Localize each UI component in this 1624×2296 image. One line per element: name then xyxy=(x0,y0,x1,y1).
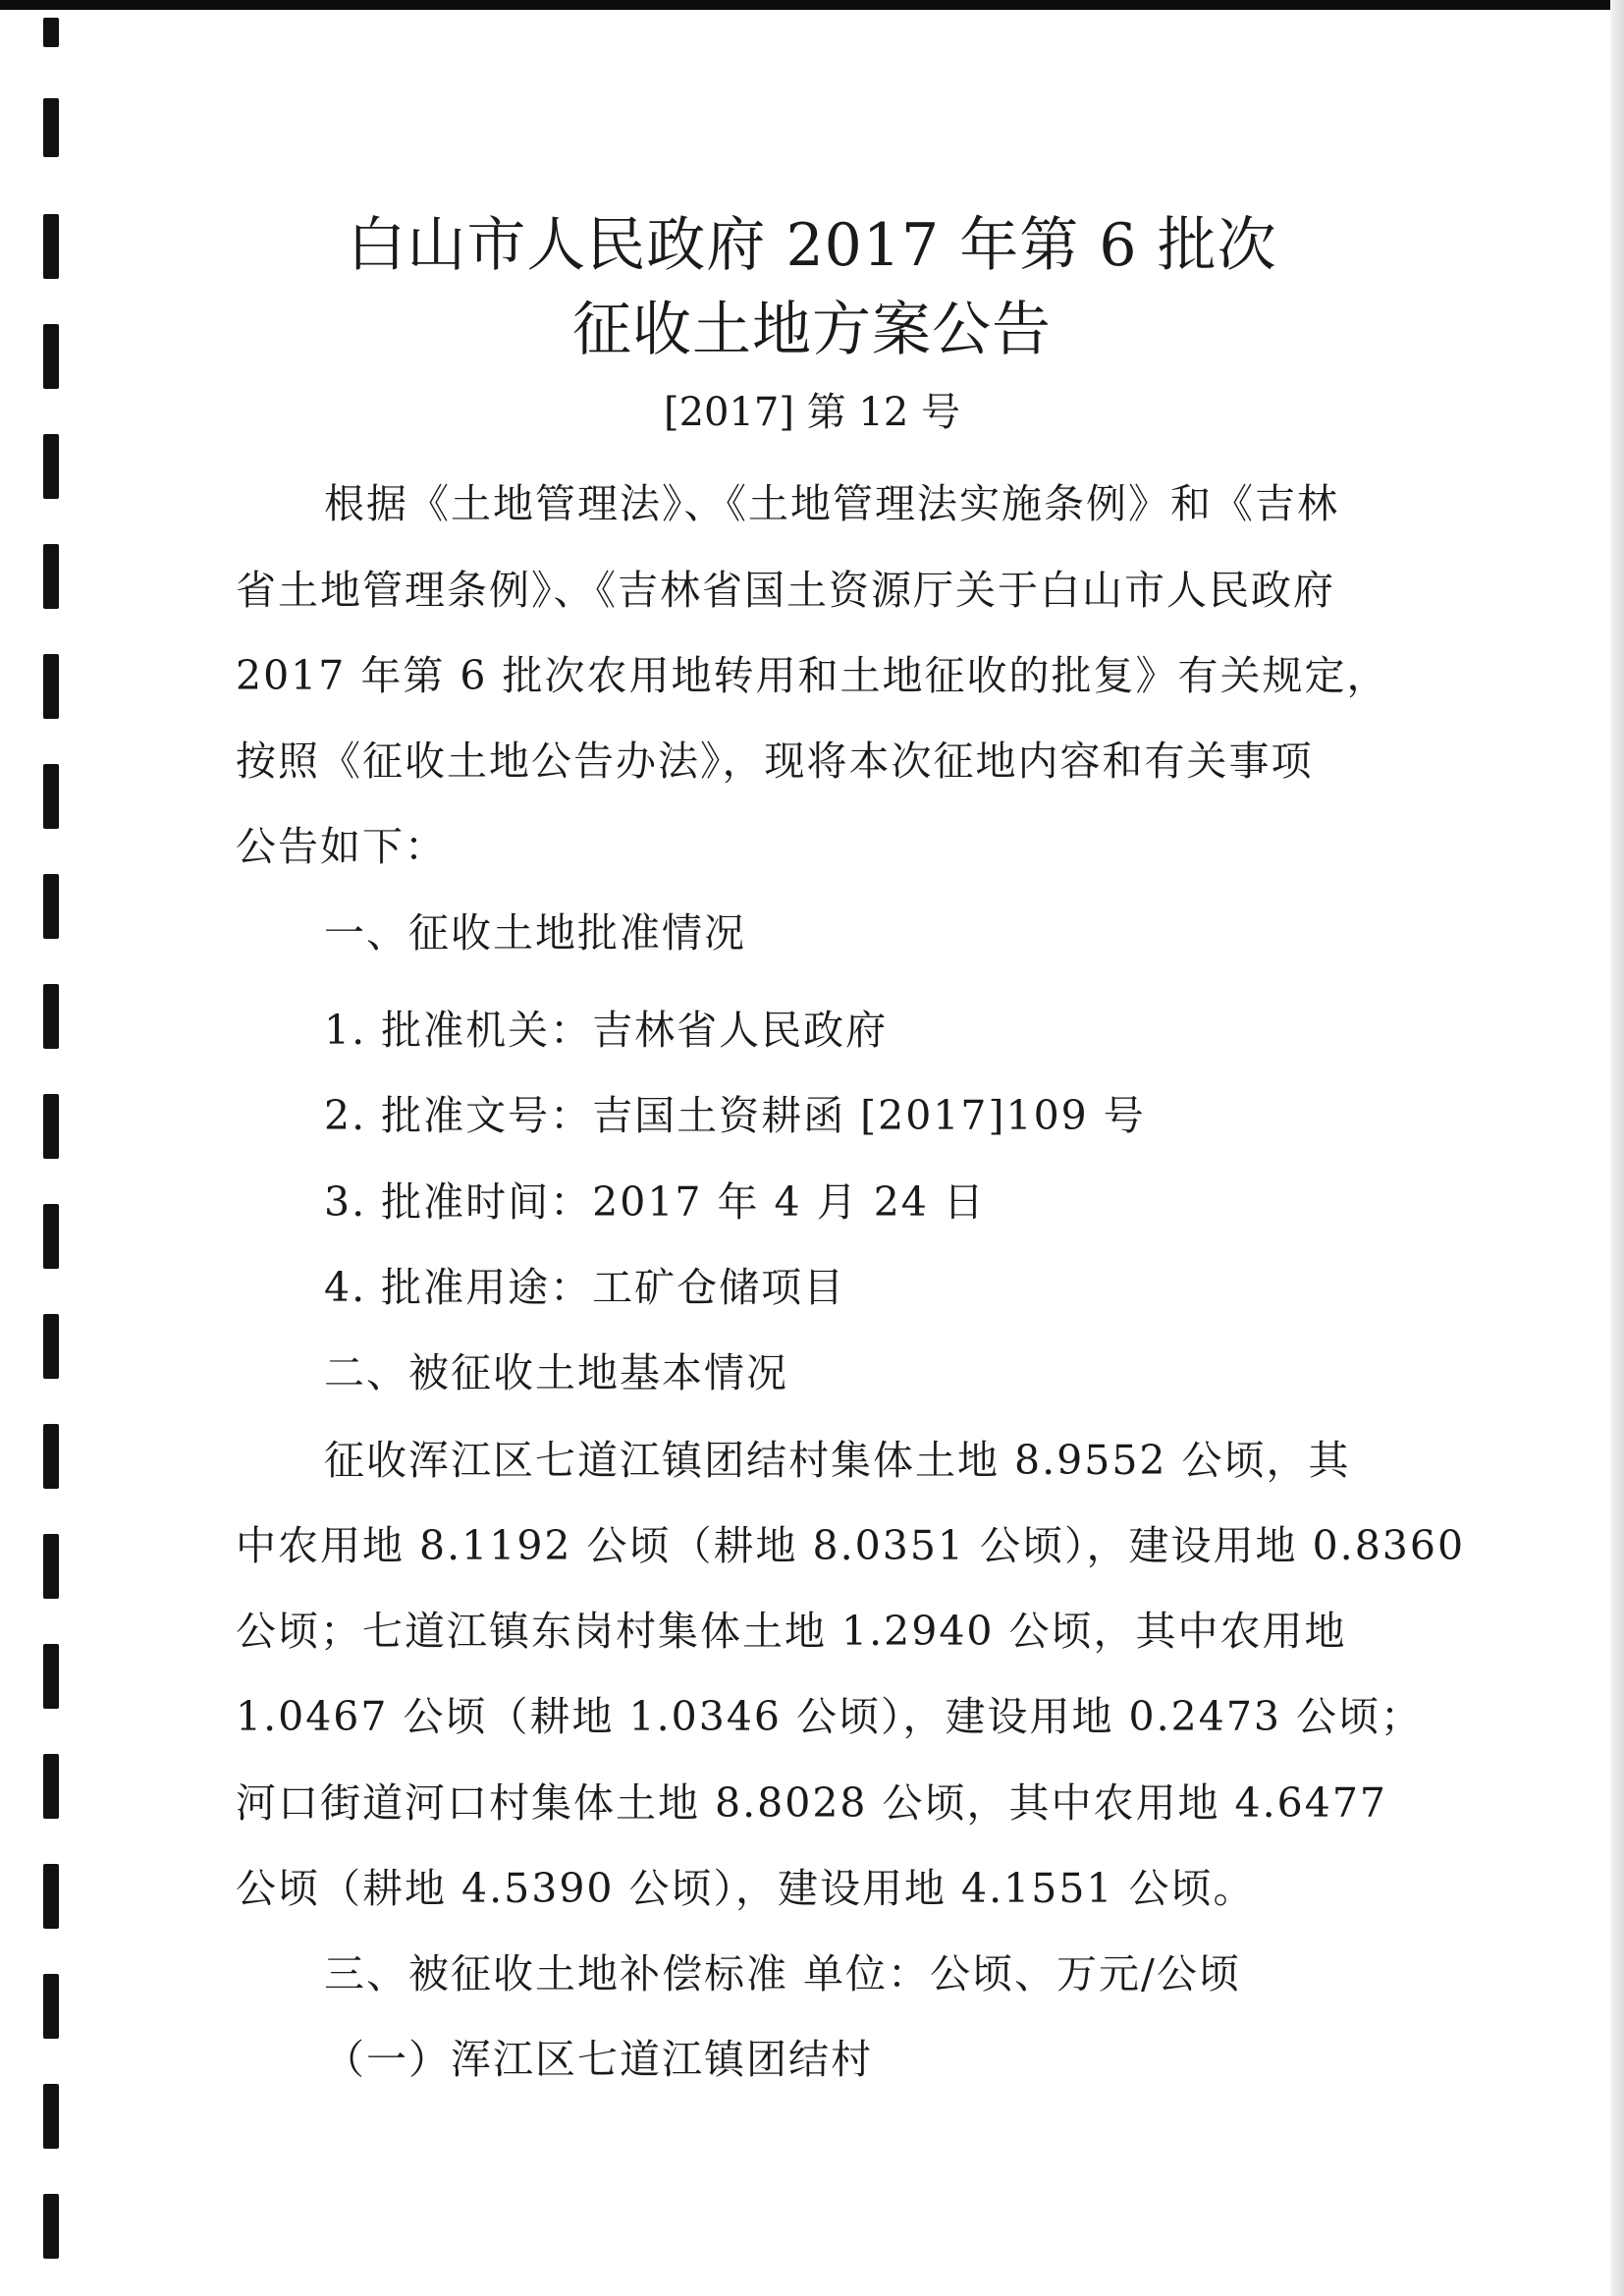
land-info-line: 河口街道河口村集体土地 8.8028 公顷，其中农用地 4.6477 xyxy=(236,1779,1388,1827)
land-info-line: 中农用地 8.1192 公顷（耕地 8.0351 公顷），建设用地 0.8360 xyxy=(236,1522,1466,1569)
punch-hole xyxy=(43,1314,59,1379)
section-heading-land-info: 二、被征收土地基本情况 xyxy=(324,1349,788,1396)
punch-hole xyxy=(43,1974,59,2039)
punch-hole xyxy=(43,1864,59,1929)
punch-hole xyxy=(43,654,59,719)
punch-hole xyxy=(43,1534,59,1599)
punch-hole xyxy=(43,1644,59,1709)
punch-hole xyxy=(43,98,59,157)
compensation-subheading: （一）浑江区七道江镇团结村 xyxy=(324,2036,873,2083)
approval-item: 4. 批准用途：工矿仓储项目 xyxy=(324,1264,846,1311)
punch-hole xyxy=(43,984,59,1049)
land-info-line: 1.0467 公顷（耕地 1.0346 公顷），建设用地 0.2473 公顷； xyxy=(236,1693,1424,1740)
document-title-line-2: 征收土地方案公告 xyxy=(572,296,1052,364)
punch-hole xyxy=(43,544,59,609)
punch-hole xyxy=(43,1424,59,1489)
intro-paragraph-line: 按照《征收土地公告办法》，现将本次征地内容和有关事项 xyxy=(236,738,1314,785)
intro-paragraph-line: 根据《土地管理法》、《土地管理法实施条例》和《吉林 xyxy=(324,480,1339,527)
land-info-line: 公顷（耕地 4.5390 公顷），建设用地 4.1551 公顷。 xyxy=(236,1865,1256,1912)
punch-hole xyxy=(43,1204,59,1269)
punch-hole xyxy=(43,18,59,47)
intro-paragraph-line: 省土地管理条例》、《吉林省国土资源厅关于白山市人民政府 xyxy=(236,567,1335,614)
approval-item: 2. 批准文号：吉国土资耕函 [2017]109 号 xyxy=(324,1092,1146,1139)
intro-paragraph-line: 2017 年第 6 批次农用地转用和土地征收的批复》有关规定， xyxy=(236,652,1389,699)
punch-hole xyxy=(43,1754,59,1819)
punch-hole xyxy=(43,874,59,939)
document-number: [2017] 第 12 号 xyxy=(663,390,961,435)
land-info-line: 征收浑江区七道江镇团结村集体土地 8.9552 公顷，其 xyxy=(324,1437,1351,1484)
scan-border-top xyxy=(0,0,1624,10)
document-title-line-1: 白山市人民政府 2017 年第 6 批次 xyxy=(347,211,1277,280)
section-heading-approval: 一、征收土地批准情况 xyxy=(324,909,746,957)
approval-item: 3. 批准时间：2017 年 4 月 24 日 xyxy=(324,1178,986,1226)
intro-paragraph-line: 公告如下： xyxy=(236,823,447,870)
punch-hole xyxy=(43,2084,59,2149)
land-info-line: 公顷；七道江镇东岗村集体土地 1.2940 公顷，其中农用地 xyxy=(236,1608,1347,1655)
approval-item: 1. 批准机关：吉林省人民政府 xyxy=(324,1007,889,1054)
punch-hole xyxy=(43,2194,59,2259)
section-heading-compensation: 三、被征收土地补偿标准 单位：公顷、万元/公顷 xyxy=(324,1950,1241,1997)
punch-hole xyxy=(43,434,59,499)
punch-hole xyxy=(43,1094,59,1159)
punch-hole xyxy=(43,764,59,829)
